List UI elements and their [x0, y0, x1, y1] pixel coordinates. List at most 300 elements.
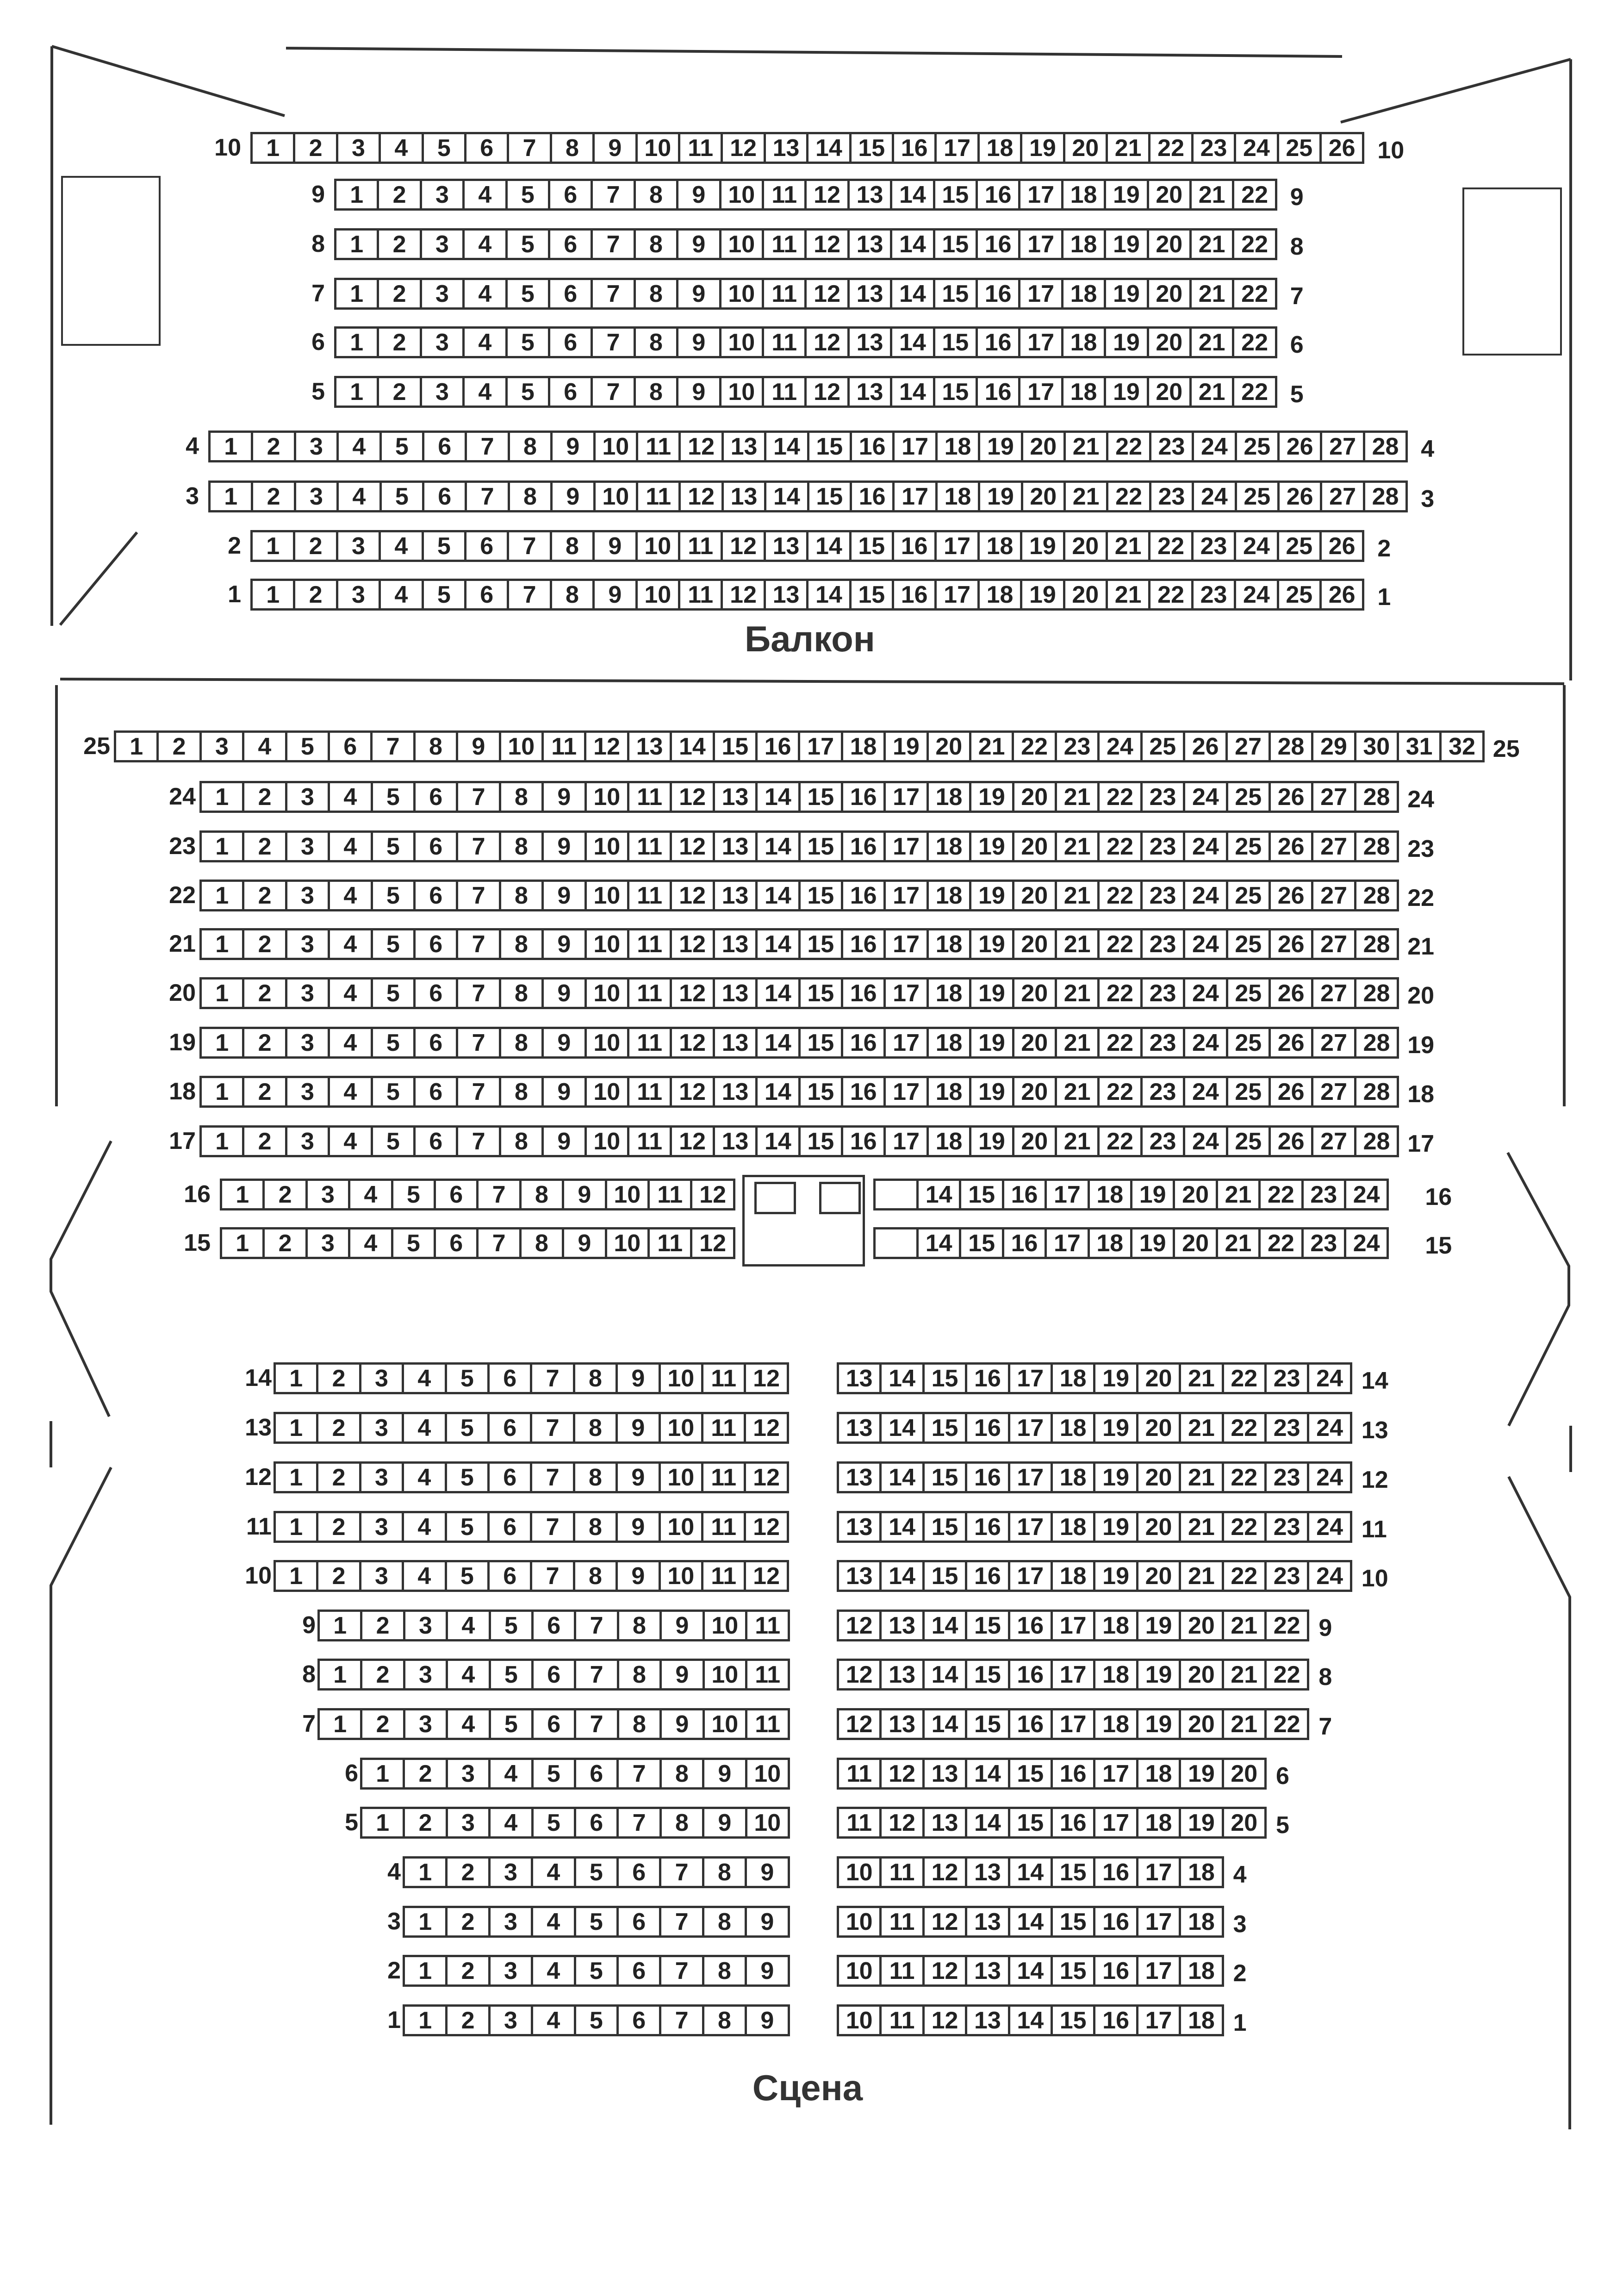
seat[interactable]: 24: [1183, 977, 1228, 1009]
seat[interactable]: 9: [541, 830, 586, 862]
seat[interactable]: 21: [1106, 579, 1150, 611]
seat[interactable]: 13: [837, 1560, 882, 1592]
seat[interactable]: 2: [360, 1708, 405, 1740]
seat[interactable]: 22: [1097, 1125, 1142, 1157]
seat[interactable]: 11: [745, 1610, 790, 1641]
seat[interactable]: 11: [762, 179, 807, 211]
seat[interactable]: 9: [456, 730, 501, 762]
seat[interactable]: 8: [573, 1511, 618, 1543]
seat[interactable]: 15: [807, 430, 852, 462]
seat[interactable]: 6: [548, 376, 593, 408]
seat[interactable]: 28: [1354, 1125, 1399, 1157]
seat[interactable]: 15: [798, 1027, 843, 1059]
seat[interactable]: 2: [445, 1955, 490, 1987]
seat[interactable]: 4: [348, 1227, 393, 1259]
seat[interactable]: 9: [676, 228, 721, 260]
seat[interactable]: 5: [574, 1955, 619, 1987]
seat[interactable]: 7: [530, 1412, 575, 1444]
seat[interactable]: 1: [199, 830, 244, 862]
seat[interactable]: 4: [462, 326, 507, 358]
seat[interactable]: 13: [837, 1461, 882, 1493]
seat[interactable]: 13: [922, 1758, 967, 1790]
seat[interactable]: 12: [804, 326, 849, 358]
seat[interactable]: 29: [1311, 730, 1356, 762]
seat[interactable]: 1: [334, 376, 379, 408]
seat[interactable]: 6: [413, 880, 458, 911]
seat[interactable]: 14: [1008, 1955, 1053, 1987]
seat[interactable]: 17: [1008, 1362, 1053, 1394]
seat[interactable]: 16: [1051, 1758, 1095, 1790]
seat[interactable]: 23: [1264, 1461, 1309, 1493]
seat[interactable]: 22: [1097, 977, 1142, 1009]
seat[interactable]: 4: [379, 530, 423, 562]
seat[interactable]: 22: [1148, 530, 1193, 562]
seat[interactable]: 6: [616, 1856, 661, 1888]
seat[interactable]: 12: [670, 928, 715, 960]
seat[interactable]: 16: [1093, 2004, 1138, 2036]
seat[interactable]: 5: [489, 1708, 534, 1740]
seat[interactable]: 1: [360, 1807, 405, 1839]
seat[interactable]: 7: [659, 1955, 704, 1987]
seat[interactable]: 1: [199, 1125, 244, 1157]
seat[interactable]: 13: [879, 1659, 924, 1691]
seat[interactable]: 17: [892, 430, 937, 462]
seat[interactable]: 6: [413, 977, 458, 1009]
seat[interactable]: 20: [1147, 278, 1192, 310]
seat[interactable]: 7: [456, 928, 501, 960]
seat[interactable]: 26: [1269, 781, 1313, 813]
seat[interactable]: 1: [317, 1610, 362, 1641]
seat[interactable]: 9: [702, 1758, 747, 1790]
seat[interactable]: 15: [933, 376, 978, 408]
seat[interactable]: 8: [634, 228, 678, 260]
seat[interactable]: 19: [969, 880, 1014, 911]
seat[interactable]: 13: [713, 880, 758, 911]
seat[interactable]: 4: [379, 579, 423, 611]
seat[interactable]: 25: [1226, 928, 1271, 960]
seat[interactable]: 14: [890, 376, 935, 408]
seat[interactable]: 10: [593, 480, 638, 512]
seat[interactable]: 10: [593, 430, 638, 462]
seat[interactable]: 19: [969, 1027, 1014, 1059]
seat[interactable]: 24: [1307, 1412, 1352, 1444]
seat[interactable]: 24: [1183, 1027, 1228, 1059]
seat[interactable]: 6: [487, 1511, 532, 1543]
seat[interactable]: 22: [1148, 579, 1193, 611]
seat[interactable]: 6: [487, 1412, 532, 1444]
seat[interactable]: 17: [1008, 1461, 1053, 1493]
seat[interactable]: 9: [541, 1125, 586, 1157]
seat[interactable]: 9: [745, 1906, 790, 1938]
seat[interactable]: 6: [487, 1461, 532, 1493]
seat[interactable]: 3: [305, 1227, 350, 1259]
seat[interactable]: 8: [550, 579, 595, 611]
seat[interactable]: 21: [1106, 132, 1150, 164]
seat[interactable]: 8: [573, 1461, 618, 1493]
seat[interactable]: 5: [445, 1560, 490, 1592]
seat[interactable]: 15: [933, 278, 978, 310]
seat[interactable]: 28: [1354, 1027, 1399, 1059]
seat[interactable]: 20: [1136, 1412, 1181, 1444]
seat[interactable]: 1: [403, 1856, 448, 1888]
seat[interactable]: 20: [1012, 977, 1057, 1009]
seat[interactable]: 18: [1051, 1461, 1095, 1493]
seat[interactable]: 4: [488, 1758, 533, 1790]
seat[interactable]: 28: [1354, 928, 1399, 960]
seat[interactable]: 3: [336, 530, 381, 562]
seat[interactable]: 3: [403, 1708, 448, 1740]
seat[interactable]: 15: [1051, 1906, 1095, 1938]
seat[interactable]: 5: [489, 1659, 534, 1691]
seat[interactable]: 4: [348, 1179, 393, 1210]
seat[interactable]: 6: [464, 579, 509, 611]
seat[interactable]: 7: [476, 1227, 521, 1259]
seat[interactable]: 3: [359, 1412, 404, 1444]
seat[interactable]: 5: [285, 730, 330, 762]
seat[interactable]: 11: [627, 1076, 672, 1108]
seat[interactable]: 20: [1147, 228, 1192, 260]
seat[interactable]: 23: [1191, 530, 1236, 562]
seat[interactable]: 18: [1051, 1560, 1095, 1592]
seat[interactable]: 4: [531, 1856, 576, 1888]
seat[interactable]: 17: [1018, 376, 1063, 408]
seat[interactable]: 9: [562, 1179, 607, 1210]
seat[interactable]: 25: [1235, 480, 1280, 512]
seat[interactable]: 17: [1051, 1610, 1095, 1641]
seat[interactable]: 21: [1106, 530, 1150, 562]
seat[interactable]: 15: [798, 880, 843, 911]
seat[interactable]: 20: [1136, 1362, 1181, 1394]
seat[interactable]: 21: [1179, 1412, 1224, 1444]
seat[interactable]: 4: [402, 1461, 447, 1493]
seat[interactable]: 1: [403, 1906, 448, 1938]
seat[interactable]: 12: [744, 1560, 789, 1592]
seat[interactable]: 10: [745, 1758, 790, 1790]
seat[interactable]: 22: [1012, 730, 1057, 762]
seat[interactable]: 10: [635, 579, 680, 611]
seat[interactable]: 11: [627, 880, 672, 911]
seat[interactable]: 5: [531, 1807, 576, 1839]
seat[interactable]: 14: [890, 179, 935, 211]
seat[interactable]: 24: [1192, 480, 1237, 512]
seat[interactable]: 9: [745, 2004, 790, 2036]
seat[interactable]: 28: [1354, 830, 1399, 862]
seat[interactable]: 24: [1183, 781, 1228, 813]
seat[interactable]: 20: [1012, 1076, 1057, 1108]
seat[interactable]: 15: [959, 1227, 1004, 1259]
seat[interactable]: 2: [242, 1125, 287, 1157]
seat[interactable]: 5: [371, 977, 416, 1009]
seat[interactable]: 11: [647, 1179, 692, 1210]
seat[interactable]: 14: [755, 830, 800, 862]
seat[interactable]: 23: [1149, 430, 1194, 462]
seat[interactable]: 4: [462, 179, 507, 211]
seat[interactable]: 15: [798, 928, 843, 960]
seat[interactable]: 6: [487, 1560, 532, 1592]
seat[interactable]: 26: [1269, 830, 1313, 862]
seat[interactable]: 8: [499, 928, 544, 960]
seat[interactable]: 3: [285, 781, 330, 813]
seat[interactable]: 21: [1179, 1560, 1224, 1592]
seat[interactable]: 16: [976, 326, 1020, 358]
seat[interactable]: 18: [927, 1125, 971, 1157]
seat[interactable]: 7: [616, 1758, 661, 1790]
seat[interactable]: 26: [1269, 1027, 1313, 1059]
seat[interactable]: 27: [1311, 830, 1356, 862]
seat[interactable]: 1: [274, 1560, 318, 1592]
seat[interactable]: 11: [541, 730, 586, 762]
seat[interactable]: 32: [1439, 730, 1484, 762]
seat[interactable]: 22: [1258, 1227, 1303, 1259]
seat[interactable]: 17: [1093, 1758, 1138, 1790]
seat[interactable]: 8: [617, 1708, 662, 1740]
seat[interactable]: 18: [1051, 1362, 1095, 1394]
seat[interactable]: 15: [1008, 1758, 1053, 1790]
seat[interactable]: 26: [1183, 730, 1228, 762]
seat[interactable]: 25: [1277, 579, 1322, 611]
seat[interactable]: 6: [487, 1362, 532, 1394]
seat[interactable]: 8: [499, 1076, 544, 1108]
seat[interactable]: 25: [1226, 1027, 1271, 1059]
seat[interactable]: 12: [690, 1227, 735, 1259]
seat[interactable]: 6: [464, 530, 509, 562]
seat[interactable]: 10: [745, 1807, 790, 1839]
seat[interactable]: 18: [1136, 1758, 1181, 1790]
seat[interactable]: 3: [359, 1511, 404, 1543]
seat[interactable]: 23: [1191, 579, 1236, 611]
seat[interactable]: 5: [505, 278, 550, 310]
seat[interactable]: 4: [328, 1027, 373, 1059]
seat[interactable]: 10: [703, 1708, 747, 1740]
seat[interactable]: 6: [616, 1906, 661, 1938]
seat[interactable]: 14: [879, 1412, 924, 1444]
seat[interactable]: 2: [377, 376, 422, 408]
seat[interactable]: 27: [1320, 430, 1365, 462]
seat[interactable]: 14: [890, 228, 935, 260]
seat[interactable]: 17: [1018, 278, 1063, 310]
seat[interactable]: 18: [927, 830, 971, 862]
seat[interactable]: 25: [1226, 1125, 1271, 1157]
seat[interactable]: 8: [508, 430, 553, 462]
seat[interactable]: 4: [462, 228, 507, 260]
seat[interactable]: 16: [1002, 1179, 1047, 1210]
seat[interactable]: 15: [798, 1076, 843, 1108]
seat[interactable]: 1: [317, 1659, 362, 1691]
seat[interactable]: 28: [1363, 480, 1408, 512]
seat[interactable]: 9: [676, 326, 721, 358]
seat[interactable]: 4: [328, 977, 373, 1009]
seat[interactable]: 10: [703, 1610, 747, 1641]
seat[interactable]: 5: [574, 1906, 619, 1938]
seat[interactable]: 14: [755, 880, 800, 911]
seat[interactable]: 11: [879, 2004, 924, 2036]
seat[interactable]: 15: [922, 1511, 967, 1543]
seat[interactable]: 19: [969, 1125, 1014, 1157]
seat[interactable]: 8: [617, 1610, 662, 1641]
seat[interactable]: 7: [530, 1461, 575, 1493]
seat[interactable]: 14: [916, 1227, 961, 1259]
seat[interactable]: 2: [156, 730, 201, 762]
seat[interactable]: 28: [1354, 1076, 1399, 1108]
seat[interactable]: 10: [659, 1511, 703, 1543]
seat[interactable]: 10: [837, 1856, 882, 1888]
seat[interactable]: 18: [1093, 1708, 1138, 1740]
seat[interactable]: 2: [360, 1659, 405, 1691]
seat[interactable]: 2: [293, 579, 338, 611]
seat[interactable]: 17: [798, 730, 843, 762]
seat[interactable]: 8: [617, 1659, 662, 1691]
seat[interactable]: 4: [446, 1610, 491, 1641]
seat[interactable]: 13: [713, 928, 758, 960]
seat[interactable]: 11: [701, 1362, 746, 1394]
seat[interactable]: 9: [702, 1807, 747, 1839]
seat[interactable]: 9: [541, 781, 586, 813]
seat[interactable]: 23: [1140, 1125, 1185, 1157]
seat[interactable]: 7: [659, 1856, 704, 1888]
seat[interactable]: 13: [965, 1906, 1010, 1938]
seat[interactable]: 25: [1277, 132, 1322, 164]
seat[interactable]: 23: [1264, 1362, 1309, 1394]
seat[interactable]: 20: [1136, 1461, 1181, 1493]
seat[interactable]: 6: [548, 278, 593, 310]
seat[interactable]: 5: [371, 928, 416, 960]
seat[interactable]: 9: [541, 1027, 586, 1059]
seat[interactable]: 16: [965, 1560, 1010, 1592]
seat[interactable]: 23: [1140, 1076, 1185, 1108]
seat[interactable]: 21: [1189, 376, 1234, 408]
seat[interactable]: 12: [804, 278, 849, 310]
seat[interactable]: 13: [879, 1610, 924, 1641]
seat[interactable]: 3: [359, 1560, 404, 1592]
seat[interactable]: 7: [456, 977, 501, 1009]
seat[interactable]: 24: [1183, 1125, 1228, 1157]
seat[interactable]: 8: [659, 1807, 704, 1839]
seat[interactable]: 4: [531, 2004, 576, 2036]
seat[interactable]: 17: [883, 880, 928, 911]
seat[interactable]: 23: [1301, 1227, 1346, 1259]
seat[interactable]: 2: [242, 977, 287, 1009]
seat[interactable]: 16: [755, 730, 800, 762]
seat[interactable]: 13: [922, 1807, 967, 1839]
seat[interactable]: 2: [262, 1179, 307, 1210]
seat[interactable]: 3: [285, 1125, 330, 1157]
seat[interactable]: 3: [420, 179, 465, 211]
seat[interactable]: 1: [199, 781, 244, 813]
seat[interactable]: 6: [531, 1659, 576, 1691]
seat[interactable]: 17: [883, 1125, 928, 1157]
seat[interactable]: 1: [199, 880, 244, 911]
seat[interactable]: 24: [1307, 1560, 1352, 1592]
seat[interactable]: 20: [1021, 430, 1066, 462]
seat[interactable]: 18: [935, 430, 980, 462]
seat[interactable]: 21: [1222, 1659, 1267, 1691]
seat[interactable]: 5: [371, 1076, 416, 1108]
seat[interactable]: 11: [837, 1807, 882, 1839]
seat[interactable]: 7: [574, 1708, 619, 1740]
seat[interactable]: 20: [1063, 530, 1108, 562]
seat[interactable]: 1: [199, 1076, 244, 1108]
seat[interactable]: 17: [1018, 228, 1063, 260]
seat[interactable]: 11: [627, 1125, 672, 1157]
seat[interactable]: 12: [721, 530, 765, 562]
seat[interactable]: 3: [488, 1856, 533, 1888]
seat[interactable]: 3: [403, 1659, 448, 1691]
seat[interactable]: 7: [591, 376, 635, 408]
seat[interactable]: 8: [499, 1027, 544, 1059]
seat[interactable]: 6: [434, 1179, 479, 1210]
seat[interactable]: 11: [701, 1461, 746, 1493]
seat[interactable]: 4: [402, 1511, 447, 1543]
seat[interactable]: 3: [420, 278, 465, 310]
seat[interactable]: 2: [445, 1856, 490, 1888]
seat[interactable]: 5: [574, 1856, 619, 1888]
seat[interactable]: 12: [721, 579, 765, 611]
seat[interactable]: 13: [713, 1027, 758, 1059]
seat[interactable]: 22: [1097, 1027, 1142, 1059]
seat[interactable]: 15: [922, 1362, 967, 1394]
seat[interactable]: 25: [1226, 830, 1271, 862]
seat[interactable]: 5: [531, 1758, 576, 1790]
seat[interactable]: 2: [316, 1362, 361, 1394]
seat[interactable]: 9: [676, 179, 721, 211]
seat[interactable]: 8: [573, 1560, 618, 1592]
seat[interactable]: 5: [445, 1412, 490, 1444]
seat[interactable]: 12: [922, 2004, 967, 2036]
seat[interactable]: 14: [890, 278, 935, 310]
seat[interactable]: 17: [934, 579, 979, 611]
seat[interactable]: 7: [456, 781, 501, 813]
seat[interactable]: 18: [1179, 2004, 1224, 2036]
seat[interactable]: 14: [1008, 1856, 1053, 1888]
seat[interactable]: 2: [316, 1412, 361, 1444]
seat[interactable]: 1: [334, 179, 379, 211]
seat[interactable]: 3: [285, 977, 330, 1009]
seat[interactable]: 5: [371, 781, 416, 813]
seat[interactable]: 4: [328, 1125, 373, 1157]
seat[interactable]: 20: [1173, 1179, 1218, 1210]
seat[interactable]: 7: [530, 1362, 575, 1394]
seat[interactable]: 9: [745, 1856, 790, 1888]
seat[interactable]: 25: [1235, 430, 1280, 462]
seat[interactable]: 22: [1097, 781, 1142, 813]
seat[interactable]: 13: [837, 1362, 882, 1394]
seat[interactable]: 14: [755, 781, 800, 813]
seat[interactable]: 19: [969, 977, 1014, 1009]
seat[interactable]: 18: [1061, 228, 1106, 260]
seat[interactable]: 16: [841, 977, 886, 1009]
seat[interactable]: 17: [1051, 1659, 1095, 1691]
seat[interactable]: 26: [1277, 480, 1322, 512]
seat[interactable]: 6: [531, 1610, 576, 1641]
seat[interactable]: 6: [413, 830, 458, 862]
seat[interactable]: 9: [541, 1076, 586, 1108]
seat[interactable]: 17: [1136, 2004, 1181, 2036]
seat[interactable]: 13: [713, 1076, 758, 1108]
seat[interactable]: 17: [883, 1076, 928, 1108]
seat[interactable]: 6: [413, 1076, 458, 1108]
seat[interactable]: 4: [402, 1362, 447, 1394]
seat[interactable]: 22: [1232, 326, 1277, 358]
seat[interactable]: 10: [585, 880, 629, 911]
seat[interactable]: 13: [627, 730, 672, 762]
seat[interactable]: 22: [1232, 376, 1277, 408]
seat[interactable]: 11: [837, 1758, 882, 1790]
seat[interactable]: 23: [1140, 1027, 1185, 1059]
seat[interactable]: 27: [1311, 977, 1356, 1009]
seat[interactable]: 4: [328, 928, 373, 960]
seat[interactable]: 15: [922, 1412, 967, 1444]
seat[interactable]: 24: [1183, 1076, 1228, 1108]
